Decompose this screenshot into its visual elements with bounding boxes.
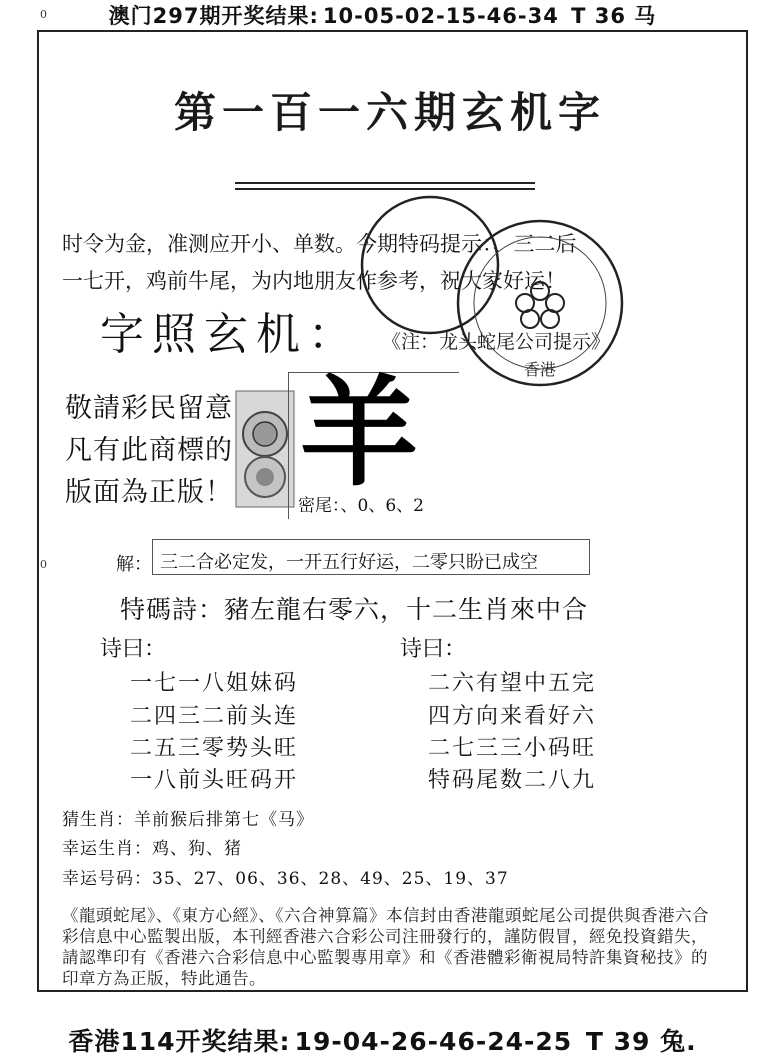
poem-right-line-4: 特码尾数二八九 [428, 768, 597, 793]
top-result-numbers: 10-05-02-15-46-34 [322, 4, 559, 28]
mystery-character: 羊 [300, 363, 419, 502]
explanation-text: 三二合必定发，一开五行好运，二零只盼已成空 [160, 552, 538, 573]
title-rule-top [235, 182, 535, 184]
poem-left-line-2: 二四三二前头连 [130, 704, 299, 729]
top-result-banner [0, 0, 765, 30]
notice-line-2: 凡有此商標的 [65, 435, 233, 466]
poem-right-line-2: 四方向来看好六 [428, 704, 597, 729]
bottom-result-label: 香港114开奖结果: [68, 1027, 291, 1056]
poem-left-line-3: 二五三零势头旺 [130, 736, 299, 761]
poem-left-line-1: 一七一八姐妹码 [130, 671, 299, 696]
svg-text:香港: 香港 [523, 360, 557, 379]
explanation-label: 解： [116, 554, 152, 575]
special-code-poem: 特碼詩：豬左龍右零六，十二生肖來中合 [120, 595, 589, 624]
notice-line-3: 版面為正版！ [65, 477, 233, 508]
top-result-label: 澳门297期开奖结果: [108, 4, 319, 28]
authenticity-notice [65, 388, 233, 514]
zodiac-guess: 猜生肖：羊前猴后排第七《马》 [62, 810, 314, 830]
top-result-special: T 36 马 [571, 4, 657, 28]
section-heading: 字照玄机： [100, 309, 360, 360]
secret-tail-numbers: 密尾：、0、6、2 [298, 496, 424, 516]
poem-right-line-3: 二七三三小码旺 [428, 736, 597, 761]
poem-right-line-1: 二六有望中五完 [428, 671, 597, 696]
margin-mark-top: 0 [40, 8, 47, 21]
margin-mark-middle: 0 [40, 558, 47, 571]
hint-line-1: 时令为金，准测应开小、单数。今期特码提示：、三二后 [62, 232, 577, 256]
bottom-result-numbers: 19-04-26-46-24-25 [294, 1027, 573, 1056]
note-text: 《注：龙头蛇尾公司提示》 [382, 331, 611, 353]
lucky-zodiac: 幸运生肖：鸡、狗、猪 [62, 839, 242, 859]
publisher-notice: 《龍頭蛇尾》、《東方心經》、《六合神算篇》本信封由香港龍頭蛇尾公司提供與香港六合彩信息中心監製出版，本刊經香港六合彩公司注冊發行的，謹防假冒，經免投資錯失，請認準印有《香港六合彩信息中心監製專用章》和《香港體彩衛視局特許集資秘技》的印章方為正版，特此通告。 [62, 906, 709, 988]
lucky-numbers: 幸运号码：35、27、06、36、28、49、25、19、37 [62, 869, 509, 889]
bottom-result-special: T 39 兔. [585, 1027, 697, 1056]
page-title: 第一百一六期玄机字 [173, 88, 606, 137]
poem-left-heading: 诗曰： [100, 637, 167, 662]
poem-right-heading: 诗曰： [400, 637, 467, 662]
poem-left-line-4: 一八前头旺码开 [130, 768, 299, 793]
notice-line-1: 敬請彩民留意 [65, 393, 233, 424]
hint-line-2: 一七开，鸡前牛尾，为内地朋友作参考，祝大家好运！ [62, 269, 566, 293]
trademark-emblem [234, 389, 296, 509]
